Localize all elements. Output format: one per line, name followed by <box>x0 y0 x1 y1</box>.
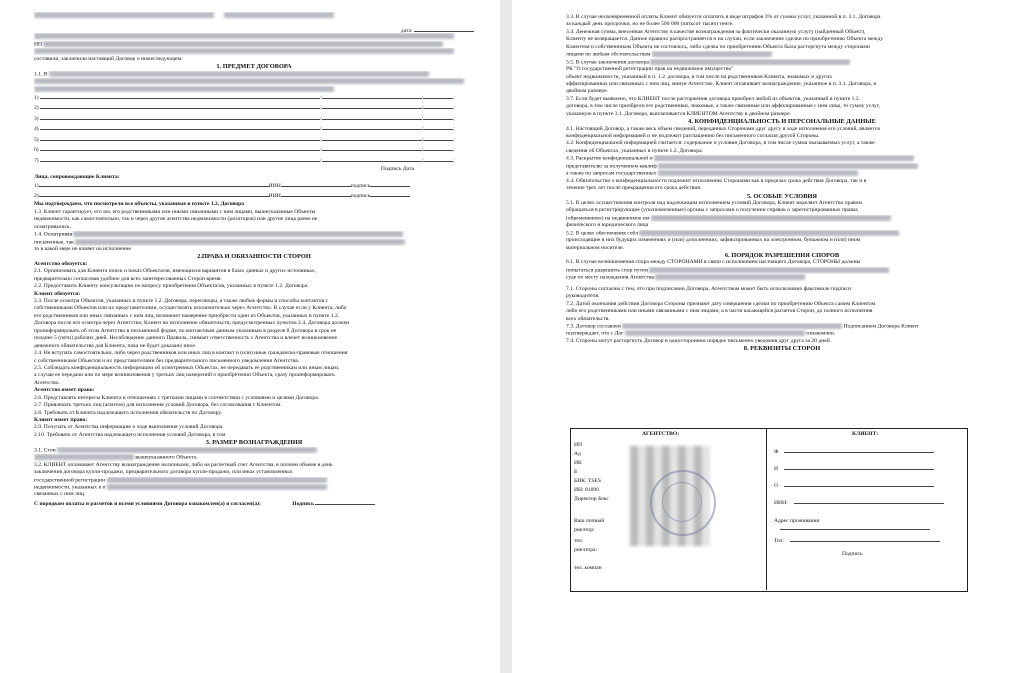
property-row: 6) / / ; <box>34 147 455 154</box>
clause-2-7: 2.7. Привлекать третьих лиц (агентов) для исполнения условий Договора, без согласования с Клиентом. <box>34 402 282 409</box>
client-obligations-title: Клиент обязуется: <box>34 290 81 297</box>
clause-2-9: 2.9. Получать от Агентства информацию о ходе выполнения условий Договора. <box>34 424 224 431</box>
clause-1-1-cont <box>34 78 474 85</box>
agency-requisite: БИК: TSES <box>574 478 601 484</box>
agency-realtor-field: тел. компан <box>574 565 602 571</box>
clause-2-5: 2.5. Соблюдать конфиденциальность информации об осмотренных Объектах, не передавать ее родственникам или иным лицам, <box>34 364 340 371</box>
clause-3-2-b: заключения договора купли-продажи, предварительного договора купли-продажи, или иных установленных <box>34 469 293 476</box>
clause-5-2: 5.2. В целях обеспечения собл <box>566 230 998 237</box>
property-list <box>34 93 474 167</box>
document-page-right <box>512 0 1024 673</box>
clause-3-4-c: Клиентом и собственником Объекта не состоялось, либо сделка по приобретению Объекта была расторгнута между сторонами <box>566 43 870 50</box>
intro-text: составили, заключили настоящий Договор о нижеследующем: <box>34 55 183 62</box>
clause-3-2-d: недвижимости, указанных в п <box>34 484 474 491</box>
clause-3-7-c: указанную в пункте 3.1. Договора, выплачивается КЛИЕНТОМ Агентству в двойном размере. <box>566 110 791 117</box>
client-requisite: ИИН: <box>774 498 960 506</box>
clause-3-2-c: государственной регистрации <box>34 477 474 484</box>
agency-realtor-field: Ваш личный <box>574 518 605 524</box>
clause-3-5-d: аффилированных или связанных с ним лиц, минуя Агентство, Клиент оплачивает вознаграждение, указанное в п. 3.1. Договора, в <box>566 80 877 87</box>
section-2-title: 2.ПРАВА И ОБЯЗАННОСТИ СТОРОН <box>197 253 311 261</box>
clause-5-2-b: происходящие в них будущих изменениях и (или) дополнениях, зафиксированных на электронном, бумажном и (или) ином <box>566 237 861 244</box>
footer-agreement: С порядком оплаты и расчетов и всеми условиями Договора ознакомлен(а) и согласен(а): Подпись <box>34 499 474 506</box>
clause-2-3-f: позднее 5 (пяти) рабочих дней. Несоблюдение данного Правила, снимает ответственность с Агентства и влечет возникновение <box>34 335 338 342</box>
clause-7-2-b: либо его родственниками или иными связанными с ним лицами, а в части касающейся расчетов Сторон, до полного исполнения <box>566 308 873 315</box>
clause-7-1-b: руководителя. <box>566 293 600 300</box>
clause-3-7: 3.7. Если будет выявлено, что КЛИЕНТ после расторжения договора приобрел любой из объектов, указанный в пункте 1.2. <box>566 95 861 102</box>
clause-6-1-b: попытаться разрешить спор путем <box>566 267 998 274</box>
clause-2-3-b: собственниками Объектов или их представителями, осуществлять исключительно через Агентство. В случае если у Клиента, либо <box>34 305 347 312</box>
agency-requisite: Директор Бекс <box>574 496 609 502</box>
clause-6-1-c: суде по месту нахождения Агентства <box>566 274 998 281</box>
client-requisite: Адрес проживания <box>774 518 960 532</box>
clause-3-5-b: РК "О государственной регистрации прав на недвижимое имущество" <box>566 66 734 73</box>
clause-2-4-cont: с собственниками Объектов и их представителями без предварительного письменного уведомления Агентства. <box>34 357 300 364</box>
clause-4-4: 4.4. Обязательство о конфиденциальности подлежит исполнению Сторонами как в пределах срока действия Договора, так и в <box>566 177 867 184</box>
agency-obligations-title: Агентство обязуется: <box>34 260 88 267</box>
clause-7-3-c: подтверждает, что с Дог ознакомлен. <box>566 330 836 337</box>
property-row: 1) / / ; <box>34 94 455 101</box>
clause-4-3-c: а также по запросам государственных <box>566 170 998 177</box>
header-line <box>34 12 474 26</box>
clause-5-2-c: материальном носителе. <box>566 244 625 251</box>
clause-2-5-cont: а случае ее передачи или по мере возникновения у третьих лиц намерений о приобретении Объекта, сразу проинформировать <box>34 372 335 379</box>
clause-1-4: 1.4. Осматривая <box>34 231 474 238</box>
clause-3-5-c: объект недвижимости, указанный в п. 1.2. договора, в том числе на родственников Клиента, знакомых и других <box>566 73 833 80</box>
clause-2-3-d: Договора после его осмотра через Агентство, Клиент во исполнение обязательств, предусмотренных пунктом 2.4. Договора должен <box>34 320 350 327</box>
agency-realtor-field: риелтора: <box>574 547 598 553</box>
clause-3-2: 3.2. КЛИЕНТ оплачивает Агентству вознаграждение наличными, либо на расчетный счет Агентства, в полном объеме в день <box>34 461 333 468</box>
agency-requisite: Ад <box>574 451 581 457</box>
client-rights-title: Клиент имеет право: <box>34 417 88 423</box>
clause-3-4: 3.4. Денежная сумма, внесенная Агентству в качестве вознаграждения за фактически оказанную услугу (найденный Объект), <box>566 28 866 35</box>
clause-4-2: 4.2. Конфиденциальной информацией считается: содержание и условия Договора, в том числе сумма оказываемых услуг, а также <box>566 140 875 147</box>
escort-title: Лица, сопровождающие Клиента: <box>34 173 120 180</box>
clause-1-3-cont: недвижимости, как самостоятельно, так и через другие агентства недвижимости (риэлторов) или другие лица ранее не <box>34 216 318 223</box>
requisites-divider <box>766 428 767 590</box>
client-signature-label: Подпись <box>842 551 863 557</box>
escort-row: 2) ИИН подпись <box>34 191 474 201</box>
clause-3-2-e: связанных с ним лиц. <box>34 491 86 498</box>
clause-4-1: 4.1. Настоящий Договор, а также весь объем сведений, переданных Сторонами друг другу в ходе исполнения его условий, является <box>566 125 880 132</box>
agency-rights-title: Агентство имеет право: <box>34 387 95 394</box>
clause-1-4-cont: письменные, так <box>34 239 474 246</box>
client-requisite: Тел: <box>774 536 960 544</box>
clause-3-7-b: договора, в том числе приобрели его родственники, знакомые, а также связанные или аффилированные с ним лица, то сумму услуг, <box>566 103 880 110</box>
clause-1-1: 1.1. В <box>34 71 474 78</box>
confirm-statement: Мы подтверждаем, что посмотрели все объекты, указанные в пункте 1.2. Договора <box>34 201 245 208</box>
clause-2-5-end: Агентство. <box>34 379 60 386</box>
agency-requisite: ИК <box>574 460 582 466</box>
agency-column-title: АГЕНТСТВО: <box>642 431 680 437</box>
client-requisite: О <box>774 481 960 489</box>
clause-2-8: 2.8. Требовать от Клиента надлежащего исполнения обязательств по Договору. <box>34 409 223 416</box>
clause-7-3: 7.3. Договор составлен Подписанием Договора Клиент <box>566 323 919 330</box>
clause-5-1-d: физического и юридического лица <box>566 222 649 229</box>
clause-4-4-b: течение трех лет после прекращения его срока действия. <box>566 185 702 192</box>
stamp-seal-icon <box>650 470 716 536</box>
clause-1-3: 1.3. Клиент гарантирует, что им, его родственниками или иными связанными с ним лицами, вышеуказанные Объекты <box>34 208 316 215</box>
clause-4-3: 4.3. Раскрытие конфиденциальной и <box>566 155 998 162</box>
clause-3-3-cont: за каждый день просрочки, но не более 500 000 (пятьсот тысяч) тенге. <box>566 21 734 28</box>
clause-3-1-cont: вышеуказанного Объекта. <box>34 454 474 461</box>
client-requisite: И <box>774 464 960 472</box>
clause-2-3-c: его родственников или иных связанных с ним лиц, возникнет намерение приобрести один из Объектов, указанных в пункте 1.2. <box>34 312 340 319</box>
clause-7-1: 7.1. Стороны согласны с тем, что при подписании Договора, Агентством может быть использовано факсимиле подписи <box>566 285 851 292</box>
clause-2-3-e: проинформировать об этом Агентство в письменной форме, по контактным данным указанным в разделе 8 Договора в срок не <box>34 327 337 334</box>
clause-2-10: 2.10. Требовать от Агентства надлежащего исполнения условий Договора, в том <box>34 431 226 438</box>
party-line-3 <box>34 48 474 55</box>
section-5-title: 5. ОСОБЫЕ УСЛОВИЯ <box>746 192 818 200</box>
section-6-title: 6. ПОРЯДОК РАЗРЕШЕНИЯ СПОРОВ <box>724 252 840 259</box>
clause-7-2: 7.2. Датой окончания действия Договора Стороны признают дату совершения сделки по приобретению Объекта самим Клиентом <box>566 300 876 307</box>
property-row: 4) / / ; <box>34 126 455 133</box>
clause-5-1: 5.1. В целях осуществления контроля над надлежащим исполнением условий Договора, Клиент наделяет Агентство правом <box>566 199 862 206</box>
clause-2-3: 2.3. После осмотра Объектов, указанных в пункте 1.2. Договора, переговоры, а также любые формы и способы контактов с <box>34 298 328 304</box>
property-row: 7) / / ; <box>34 157 455 164</box>
clause-2-6: 2.6. Представлять интересы Клиента в отношениях с третьими лицами в соответствии с условиями и целями Договора. <box>34 394 320 401</box>
property-row: 2) / / ; <box>34 105 455 112</box>
clause-5-1-c: (обременениях) на недвижимое им <box>566 215 998 222</box>
property-row: 5) / / ; <box>34 136 455 143</box>
agency-requisite: Б <box>574 469 578 475</box>
section-3-title: 3. РАЗМЕР ВОЗНАГРАЖДЕНИЯ <box>205 439 303 447</box>
agency-realtor-field: тел. <box>574 538 584 544</box>
clause-4-2-b: сведения об Объектах, указанных в пункте 1.2. Договора. <box>566 147 703 154</box>
clause-2-2: 2.2. Предоставить Клиенту консультацию по вопросу приобретения Объекта/ов, указанных в пункте 1.2. Договора. <box>34 283 309 290</box>
clause-2-4: 2.4. Не вступать самостоятельно, либо через родственников или иных лиц в контакт и (или) иные гражданско-правовые отношения <box>34 350 348 357</box>
clause-2-1-cont: предварительно согласовав удобное для всех заинтересованных Сторон время. <box>34 275 222 282</box>
clause-3-4-d: лицами по любым обстоятельствам <box>566 51 998 58</box>
property-row: 3) / / ; <box>34 115 455 122</box>
clause-2-1: 2.1. Организовать для Клиента поиск и показ Объекта/ов, имеющихся вариантов в базах данных и других источниках, <box>34 268 316 275</box>
clause-7-2-c: всех обязательств. <box>566 315 610 322</box>
agency-requisite: ИП <box>574 442 583 448</box>
section-1-title: 1. ПРЕДМЕТ ДОГОВОРА <box>216 63 292 71</box>
clause-3-5: 3.5. В случае заключения договора <box>566 59 998 66</box>
section-4-title: 4. КОНФИДЕНЦИАЛЬНОСТЬ И ПЕРСОНАЛЬНЫЕ ДАННЫЕ <box>688 118 876 126</box>
client-requisite: Ф <box>774 447 960 455</box>
date-line: дата: <box>34 26 474 33</box>
signature-date-label: Подпись Дата <box>380 166 414 173</box>
clause-6-1: 6.1. В случае возникновения спора между СТОРОНАМИ в связи с исполнением настоящего Договора, СТОРОНЫ должны <box>566 259 861 266</box>
page-gap <box>500 0 512 673</box>
escort-list <box>34 181 474 201</box>
clause-5-1-b: обращаться в регистрирующие (уполномоченные) органы с запросами о получении справок о зарегистрированных правах <box>566 207 859 214</box>
clause-3-3: 3.3. В случае несвоевременной оплаты Клиент обязуется оплатить в виде штрафов 3% от суммы услуг, указанной в п. 3.1. Договора <box>566 14 881 20</box>
clause-3-4-b: Клиенту не возвращается. Данное правило распространяется и на случаи, если заключение сделки по приобретению Объекта между <box>566 36 884 43</box>
agency-requisite: ИН: 81090 <box>574 487 600 493</box>
agency-realtor-field: риелтор: <box>574 527 595 533</box>
clause-1-4-end: то в какой мере не влияет на исполнение <box>34 245 131 252</box>
document-page-left <box>0 0 500 673</box>
clause-1-3-end: осматривались. <box>34 223 71 230</box>
escort-row: 1) ИИН подпись <box>34 181 474 191</box>
clause-1-1-cont2 <box>34 86 474 93</box>
clause-4-3-b: представителю за получением квалиф <box>566 163 998 170</box>
clause-7-4: 7.4. Стороны могут расторгнуть Договор в одностороннем порядке письменно уведомив друг друга за 20 дней. <box>566 337 832 344</box>
clause-3-1: 3.1. Стои <box>34 447 474 454</box>
client-column-title: КЛИЕНТ: <box>852 431 879 437</box>
clause-4-1-b: конфиденциальной информацией и не подлежит разглашению без письменного согласия другой Стороны. <box>566 133 820 139</box>
clause-2-3-g: денежного обязательства для Клиента, пока не будет доказано иное. <box>34 342 197 349</box>
clause-3-5-e: двойном размере. <box>566 88 608 95</box>
party-line-1 <box>34 33 474 40</box>
section-8-title: 8. РЕКВИЗИТЫ СТОРОН <box>743 345 821 353</box>
party-line-2: ИП <box>34 41 474 48</box>
